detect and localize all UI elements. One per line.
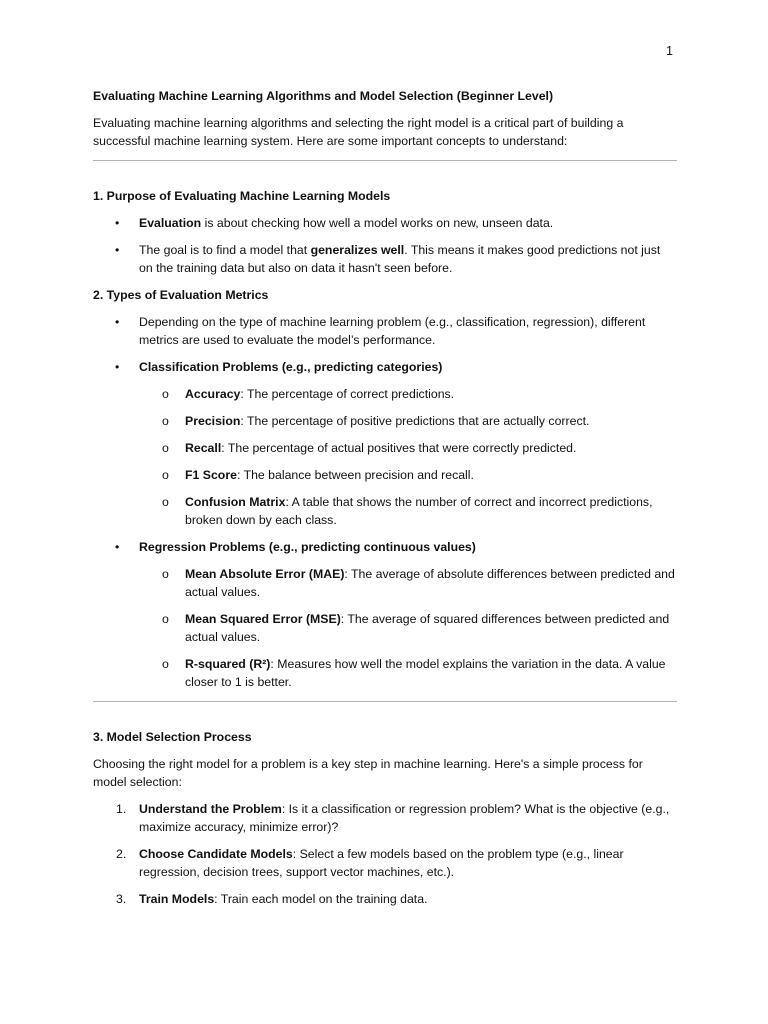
- item-text: : Measures how well the model explains the variation in the data. A value closer to 1 is better.: [185, 657, 666, 689]
- bullet-marker: •: [115, 360, 120, 374]
- numbered-item: [93, 800, 677, 836]
- item-number: 3.: [116, 892, 127, 906]
- bullet-list: [93, 313, 677, 691]
- document-title: Evaluating Machine Learning Algorithms and Model Selection (Beginner Level): [93, 89, 554, 103]
- sub-bullet-marker: o: [162, 567, 169, 581]
- item-text: : The balance between precision and recall.: [236, 468, 474, 482]
- item-text: : Train each model on the training data.: [214, 892, 428, 906]
- term: Recall: [185, 441, 222, 455]
- bullet-marker: •: [115, 540, 120, 554]
- item-text: is about checking how well a model works on new, unseen data.: [201, 216, 554, 230]
- item-text: : The percentage of actual positives that were correctly predicted.: [221, 441, 577, 455]
- page-number: 1: [666, 44, 673, 58]
- term: Mean Absolute Error (MAE): [185, 567, 345, 581]
- section-intro: Choosing the right model for a problem is a key step in machine learning. Here's a simple process for model selection:: [93, 757, 643, 789]
- sub-list: [139, 565, 677, 691]
- term: Train Models: [139, 892, 215, 906]
- sub-list-item: [93, 439, 677, 457]
- term: Precision: [185, 414, 241, 428]
- term: F1 Score: [185, 468, 237, 482]
- term: R-squared (R²): [185, 657, 271, 671]
- term: Evaluation: [139, 216, 202, 230]
- numbered-list: [93, 800, 677, 908]
- sub-list: [139, 385, 677, 529]
- intro-paragraph: Evaluating machine learning algorithms and selecting the right model is a critical part of building a successful machine learning system. Here are some important concepts to understand:: [93, 116, 624, 148]
- list-item: [93, 313, 677, 349]
- sub-bullet-marker: o: [162, 468, 169, 482]
- sub-bullet-marker: o: [162, 612, 169, 626]
- sub-list-item: [93, 610, 677, 646]
- group-label: Regression Problems (e.g., predicting continuous values): [139, 540, 476, 554]
- bullet-marker: •: [115, 315, 120, 329]
- item-text: : A table that shows the number of correct and incorrect predictions, broken down by each class.: [185, 495, 653, 527]
- divider: [93, 701, 677, 702]
- sub-list-item: [93, 412, 677, 430]
- sub-list-item: [93, 385, 677, 403]
- document-body: [93, 87, 677, 917]
- numbered-item: [93, 845, 677, 881]
- term: Understand the Problem: [139, 802, 282, 816]
- section-heading: 1. Purpose of Evaluating Machine Learning Models: [93, 189, 391, 203]
- item-text: Depending on the type of machine learning problem (e.g., classification, regression), different metrics are used to evaluate the model’s performance.: [139, 315, 646, 347]
- bullet-marker: •: [115, 243, 120, 257]
- sub-list-item: [93, 565, 677, 601]
- sub-list-item: [93, 493, 677, 529]
- sub-bullet-marker: o: [162, 414, 169, 428]
- item-text: : The percentage of positive predictions that are actually correct.: [240, 414, 590, 428]
- term: Choose Candidate Models: [139, 847, 293, 861]
- item-text: : Select a few models based on the problem type (e.g., linear regression, decision trees, support vector machines, etc.).: [139, 847, 624, 879]
- sub-list-item: [93, 655, 677, 691]
- list-item: [93, 538, 677, 691]
- item-text: The goal is to find a model that: [139, 243, 311, 257]
- sub-bullet-marker: o: [162, 495, 169, 509]
- item-number: 1.: [116, 802, 127, 816]
- group-label: Classification Problems (e.g., predicting categories): [139, 360, 443, 374]
- bullet-marker: •: [115, 216, 120, 230]
- item-text: : The average of squared differences between predicted and actual values.: [185, 612, 670, 644]
- item-text: : The percentage of correct predictions.: [240, 387, 455, 401]
- item-text: . This means it makes good predictions not just on the training data but also on data it hasn't seen before.: [139, 243, 661, 275]
- sub-bullet-marker: o: [162, 441, 169, 455]
- bullet-list: [93, 214, 677, 277]
- sub-list-item: [93, 466, 677, 484]
- term: Mean Squared Error (MSE): [185, 612, 341, 626]
- item-text: : The average of absolute differences between predicted and actual values.: [185, 567, 675, 599]
- list-item: [93, 214, 677, 232]
- term: Accuracy: [185, 387, 241, 401]
- sub-bullet-marker: o: [162, 387, 169, 401]
- item-text: : Is it a classification or regression problem? What is the objective (e.g., maximize accuracy, minimize error)?: [139, 802, 670, 834]
- sub-bullet-marker: o: [162, 657, 169, 671]
- list-item: [93, 358, 677, 529]
- divider: [93, 160, 677, 161]
- section-heading: 3. Model Selection Process: [93, 730, 252, 744]
- section-heading: 2. Types of Evaluation Metrics: [93, 288, 269, 302]
- item-number: 2.: [116, 847, 127, 861]
- term: generalizes well: [310, 243, 405, 257]
- term: Confusion Matrix: [185, 495, 286, 509]
- numbered-item: [93, 890, 677, 908]
- list-item: [93, 241, 677, 277]
